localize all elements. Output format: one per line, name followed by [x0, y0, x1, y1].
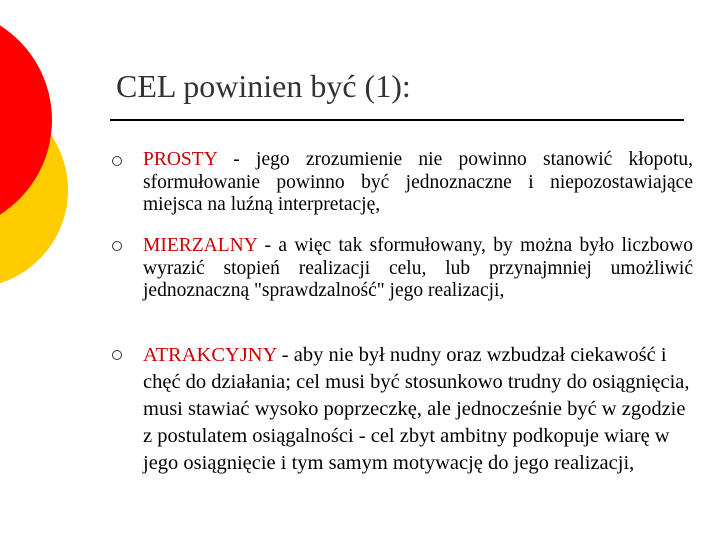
decorative-circles: [0, 0, 120, 300]
item-keyword: MIERZALNY: [143, 235, 258, 256]
list-item: [143, 149, 693, 217]
item-text: - aby nie był nudny oraz wzbudzał ciekawość i chęć do działania; cel musi być stosunkowo trudny do osiągnięcia, musi stawiać wysoko poprzeczkę, ale jednocześnie być w zgodzie z postulatem osiągalności - cel zbyt ambitny podkopuje wiarę w jego osiągnięcie i tym samym motywację do jego realizacji,: [143, 344, 690, 474]
title-underline: [110, 119, 684, 121]
slide-title: CEL powinien być (1):: [116, 68, 411, 104]
item-text: - a więc tak sformułowany, by można było liczbowo wyrazić stopień realizacji celu, lub przynajmniej umożliwić jednoznaczną "sprawdzalność" jego realizacji,: [143, 235, 693, 301]
item-text: - jego zrozumienie nie powinno stanowić kłopotu, sformułowanie powinno być jednoznaczne i niepozostawiające miejsca na luźną interpretację,: [143, 149, 693, 215]
bullet-icon: [112, 156, 122, 166]
item-keyword: PROSTY: [143, 149, 218, 170]
list-item: [143, 235, 693, 303]
bullet-icon: [112, 350, 122, 360]
list-item: [143, 342, 693, 477]
bullet-icon: [112, 241, 122, 251]
item-keyword: ATRAKCYJNY: [143, 344, 277, 366]
